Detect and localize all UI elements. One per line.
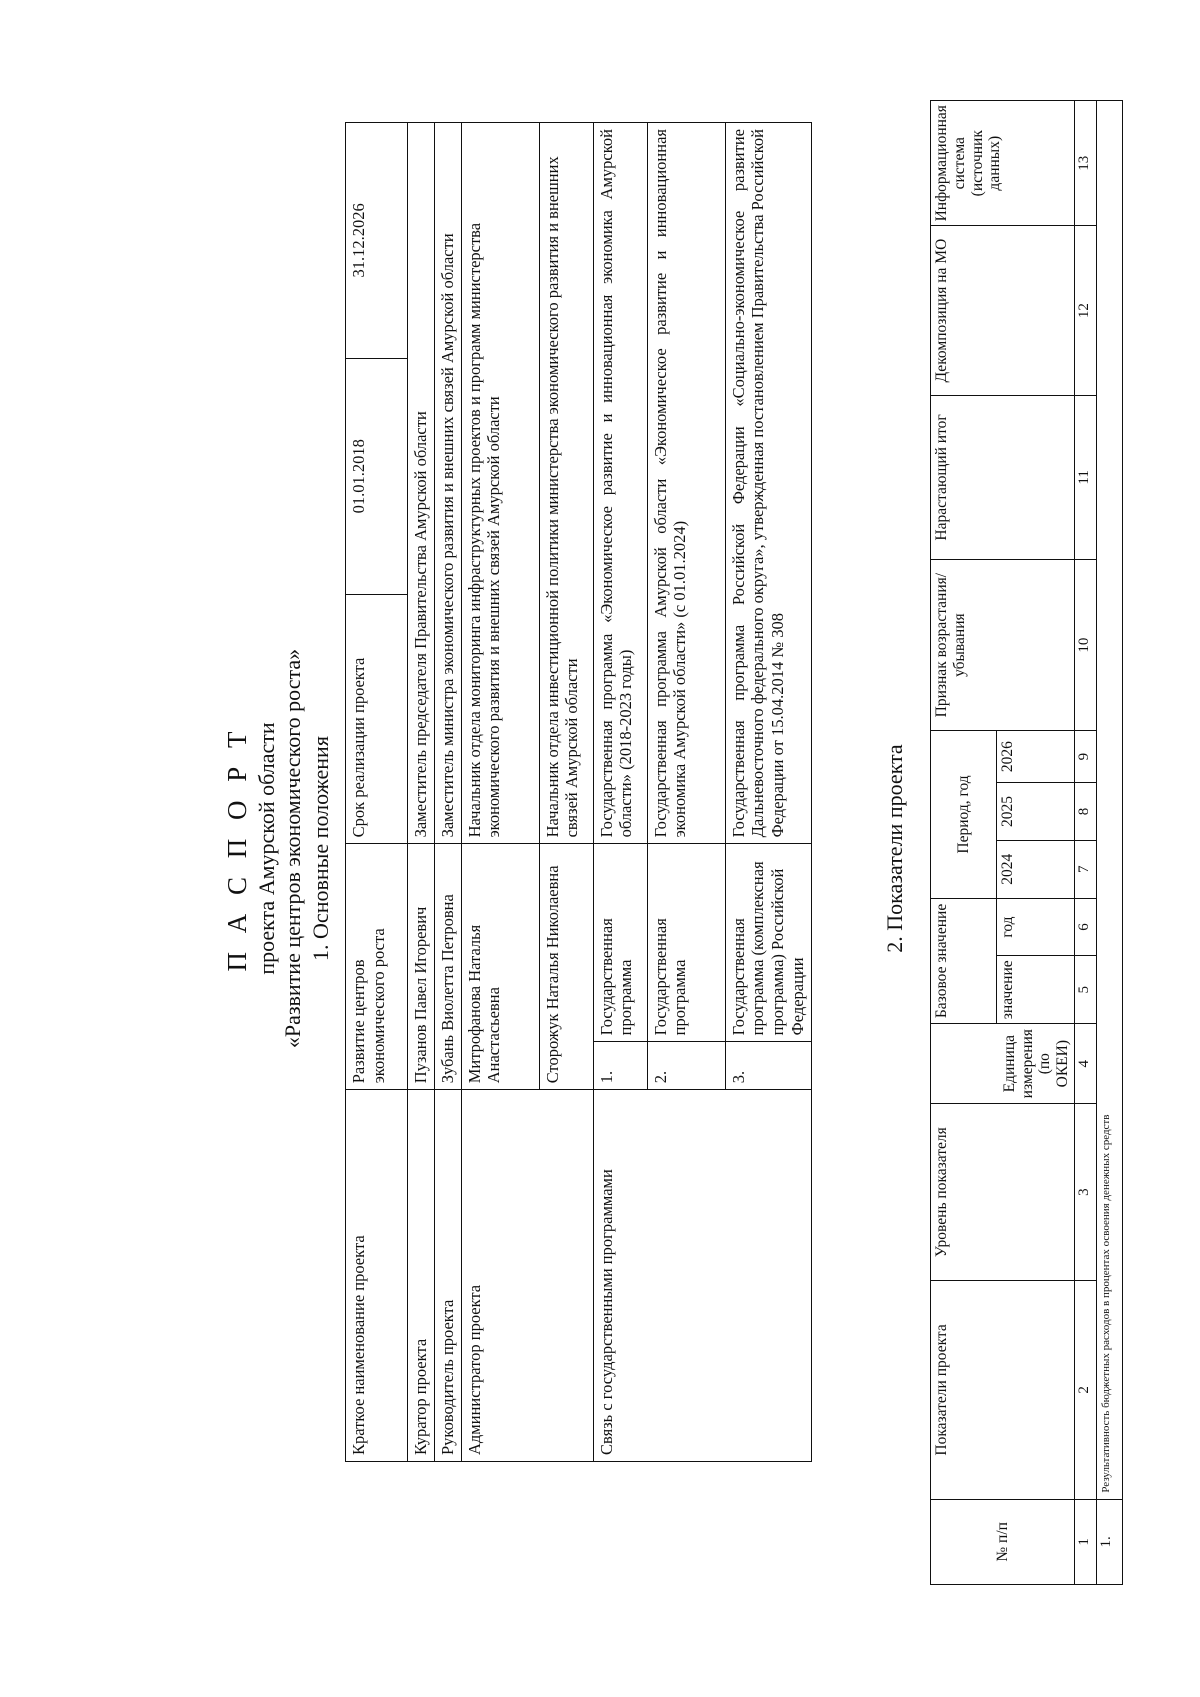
table-row	[408, 123, 435, 1462]
table-row	[461, 123, 539, 1462]
col-base: Базовое значение	[931, 898, 997, 1024]
program-num: 1.	[593, 1042, 647, 1090]
table-row	[1097, 101, 1123, 1585]
program-type: Государственная программа	[593, 844, 647, 1042]
col-number: 6	[1075, 898, 1097, 956]
program-type: Государственная программа	[647, 844, 725, 1042]
admin1-position: Начальник отдела мониторинга инфраструктурных проектов и программ министерства экономического развития и внешних связей Амурской области	[461, 123, 539, 844]
col-2024: 2024	[997, 840, 1075, 898]
col-num: № п/п	[931, 1499, 1075, 1584]
section1-title: 1. Основные положения	[308, 736, 333, 961]
col-number: 8	[1075, 783, 1097, 841]
col-level: Уровень показателя	[931, 1104, 1075, 1281]
doc-subtitle-1: проекта Амурской области	[254, 722, 279, 975]
program-num: 2.	[647, 1042, 725, 1090]
table-row	[1075, 101, 1097, 1585]
col-cumulative: Нарастающий итог	[931, 395, 1075, 559]
col-2025: 2025	[997, 783, 1075, 841]
head-position: Заместитель министра экономического развития и внешних связей Амурской области	[434, 123, 461, 844]
term-label: Срок реализации проекта	[346, 594, 408, 844]
row-result-text: Результативность бюджетных расходов в процентах освоения денежных средств	[1097, 101, 1123, 1500]
col-number: 12	[1075, 226, 1097, 395]
program-desc: Государственная программа Амурской области «Экономическое развитие и инновационная экономика Амурской области» (с 01.01.2024)	[647, 123, 725, 844]
program-num: 3.	[725, 1042, 811, 1090]
col-unit: Единица измерения (по ОКЕИ)	[931, 1024, 1075, 1104]
curator-name: Пузанов Павел Игоревич	[408, 844, 435, 1090]
col-decomp: Декомпозиция на МО	[931, 226, 1075, 395]
programs-label: Связь с государственными программами	[593, 1090, 811, 1462]
row-num: 1.	[1097, 1499, 1123, 1584]
table-row	[593, 123, 647, 1462]
admin-label: Администратор проекта	[461, 1090, 593, 1462]
program-type: Государственная программа (комплексная программа) Российской Федерации	[725, 844, 811, 1042]
table-row	[346, 123, 408, 1462]
col-number: 5	[1075, 956, 1097, 1024]
col-indicators: Показатели проекта	[931, 1281, 1075, 1500]
col-number: 1	[1075, 1499, 1097, 1584]
col-number: 11	[1075, 395, 1097, 559]
col-number: 2	[1075, 1281, 1097, 1500]
doc-title: П А С П О Р Т	[222, 725, 252, 972]
main-provisions-table	[345, 122, 812, 1462]
table-row	[931, 101, 997, 1585]
col-base-value: значение	[997, 956, 1075, 1024]
term-end: 31.12.2026	[346, 123, 408, 359]
col-number: 10	[1075, 560, 1097, 731]
doc-subtitle-2: «Развитие центров экономического роста»	[280, 648, 305, 1049]
short-name-value: Развитие центров экономического роста	[346, 844, 408, 1090]
table-row	[434, 123, 461, 1462]
indicators-table	[930, 100, 1123, 1585]
col-base-year: год	[997, 898, 1075, 956]
col-2026: 2026	[997, 731, 1075, 783]
program-desc: Государственная программа Российской Федерации «Социально-экономическое развитие Дальневосточного федерального округа», утвержденная постановлением Правительства Российской Федерации от 15.04.2014 № 308	[725, 123, 811, 844]
admin2-position: Начальник отдела инвестиционной политики министерства экономического развития и внешних связей Амурской области	[539, 123, 593, 844]
col-number: 4	[1075, 1024, 1097, 1104]
col-sign: Признак возрастания/ убывания	[931, 560, 1075, 731]
col-number: 9	[1075, 731, 1097, 783]
head-name: Зубань Виолетта Петровна	[434, 844, 461, 1090]
col-number: 13	[1075, 101, 1097, 226]
head-label: Руководитель проекта	[434, 1090, 461, 1462]
section2-title: 2. Показатели проекта	[882, 744, 907, 953]
col-period: Период, год	[931, 731, 997, 898]
program-desc: Государственная программа «Экономическое развитие и инновационная экономика Амурской области» (2018-2023 годы)	[593, 123, 647, 844]
short-name-label: Краткое наименование проекта	[346, 1090, 408, 1462]
term-start: 01.01.2018	[346, 358, 408, 594]
col-number: 7	[1075, 840, 1097, 898]
curator-position: Заместитель председателя Правительства Амурской области	[408, 123, 435, 844]
col-number: 3	[1075, 1104, 1097, 1281]
curator-label: Куратор проекта	[408, 1090, 435, 1462]
admin2-name: Сторожук Наталья Николаевна	[539, 844, 593, 1090]
col-info: Информационная система (источник данных)	[931, 101, 1075, 226]
admin1-name: Митрофанова Наталья Анастасьевна	[461, 844, 539, 1090]
